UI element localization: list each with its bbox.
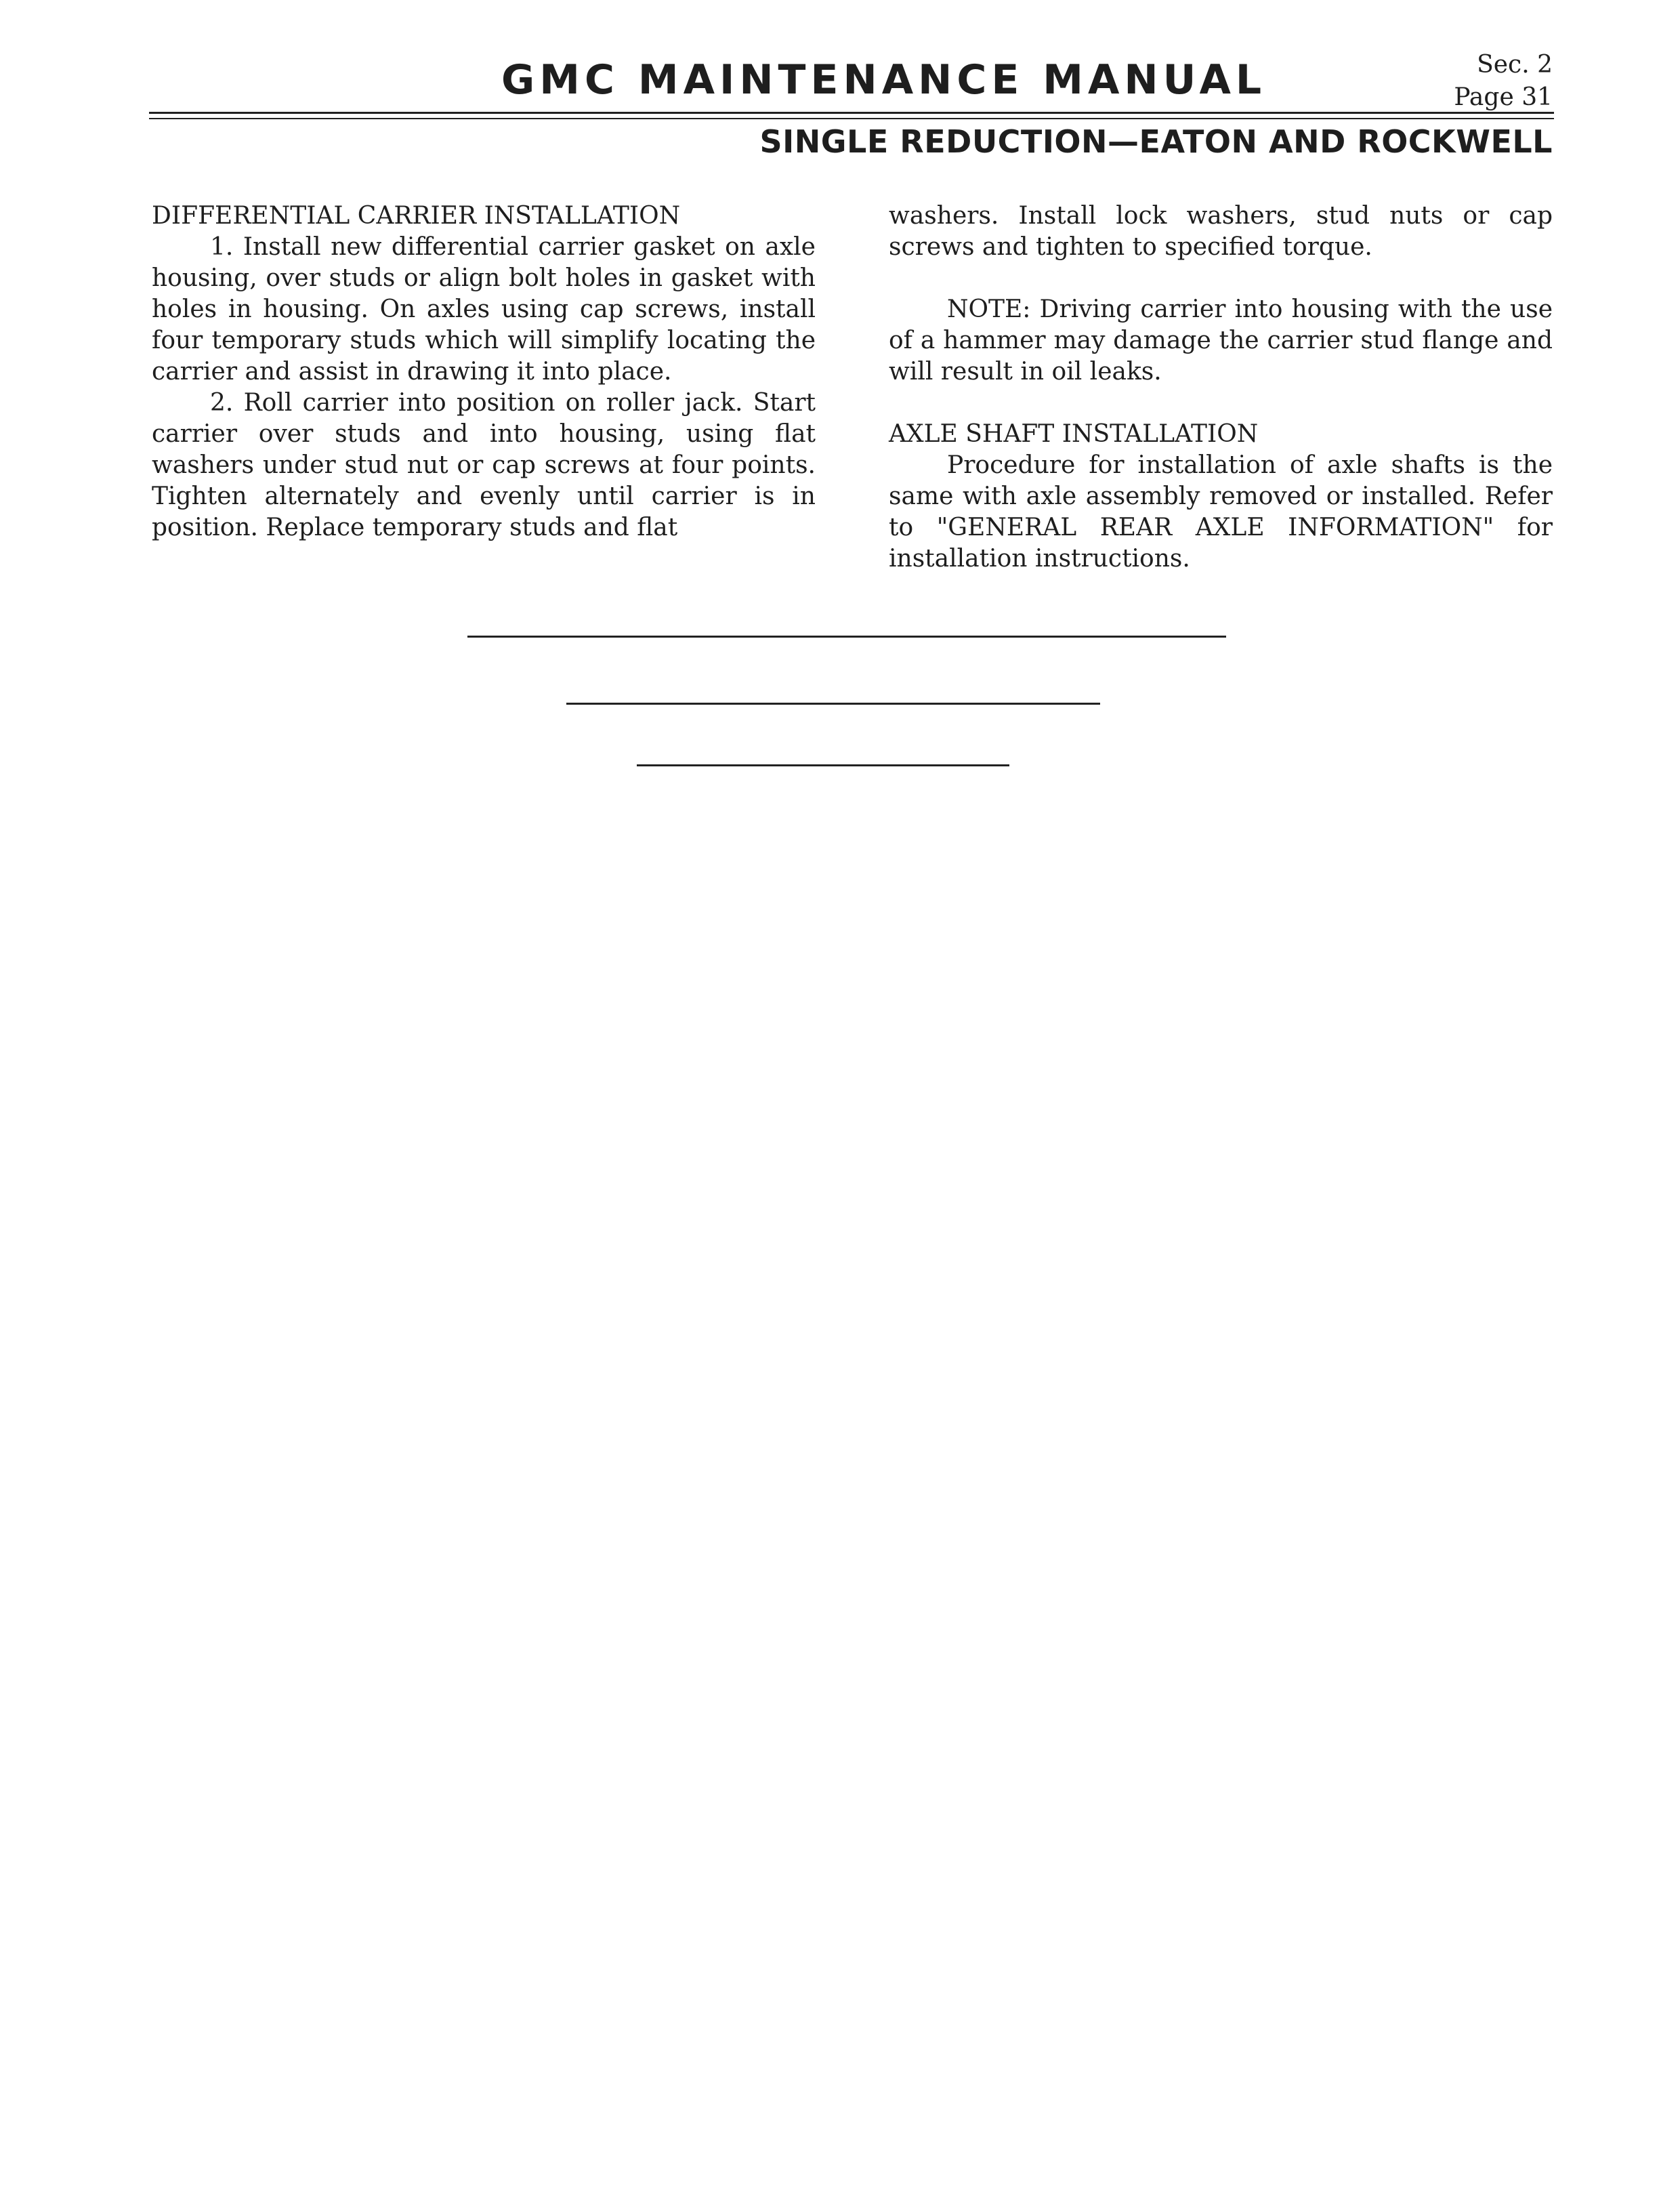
spacer bbox=[889, 388, 1553, 419]
step-1-paragraph: 1. Install new differential carrier gasket on axle housing, over studs or align bolt holes in gasket with holes in housing. On axles using cap screws, install four temporary studs which will simplify locating the carrier and assist in drawing it into place. bbox=[152, 233, 816, 386]
spacer bbox=[889, 263, 1553, 294]
axle-shaft-heading: AXLE SHAFT INSTALLATION bbox=[889, 420, 1259, 448]
step-2-paragraph: 2. Roll carrier into position on roller jack. Start carrier over studs and into housing, using flat washers under stud nut or cap screws at four points. Tighten alternately and evenly until carrier is in position. Replace temporary studs and flat bbox=[152, 389, 816, 541]
header-rule-bottom bbox=[149, 118, 1554, 119]
differential-carrier-heading: DIFFERENTIAL CARRIER INSTALLATION bbox=[152, 202, 681, 230]
procedure-paragraph: Procedure for installation of axle shafts is the same with axle assembly removed or installed. Refer to "GENERAL REAR AXLE INFORMATION" for installation instructions. bbox=[889, 451, 1553, 573]
note-paragraph: NOTE: Driving carrier into housing with the use of a hammer may damage the carrier stud flange and will result in oil leaks. bbox=[889, 295, 1553, 386]
end-rule-short bbox=[637, 764, 1009, 766]
left-column bbox=[152, 201, 816, 543]
section-page-label bbox=[1454, 49, 1553, 114]
end-rule-medium bbox=[566, 703, 1100, 705]
right-column bbox=[889, 201, 1553, 575]
continuation-paragraph: washers. Install lock washers, stud nuts or cap screws and tighten to specified torque. bbox=[889, 202, 1553, 261]
section-subtitle: SINGLE REDUCTION—EATON AND ROCKWELL bbox=[759, 123, 1553, 160]
page-number: Page 31 bbox=[1454, 83, 1553, 111]
page-title: GMC MAINTENANCE MANUAL bbox=[501, 56, 1267, 104]
end-rule-long bbox=[467, 636, 1226, 638]
section-number: Sec. 2 bbox=[1477, 51, 1553, 79]
header-rule-top bbox=[149, 112, 1554, 114]
